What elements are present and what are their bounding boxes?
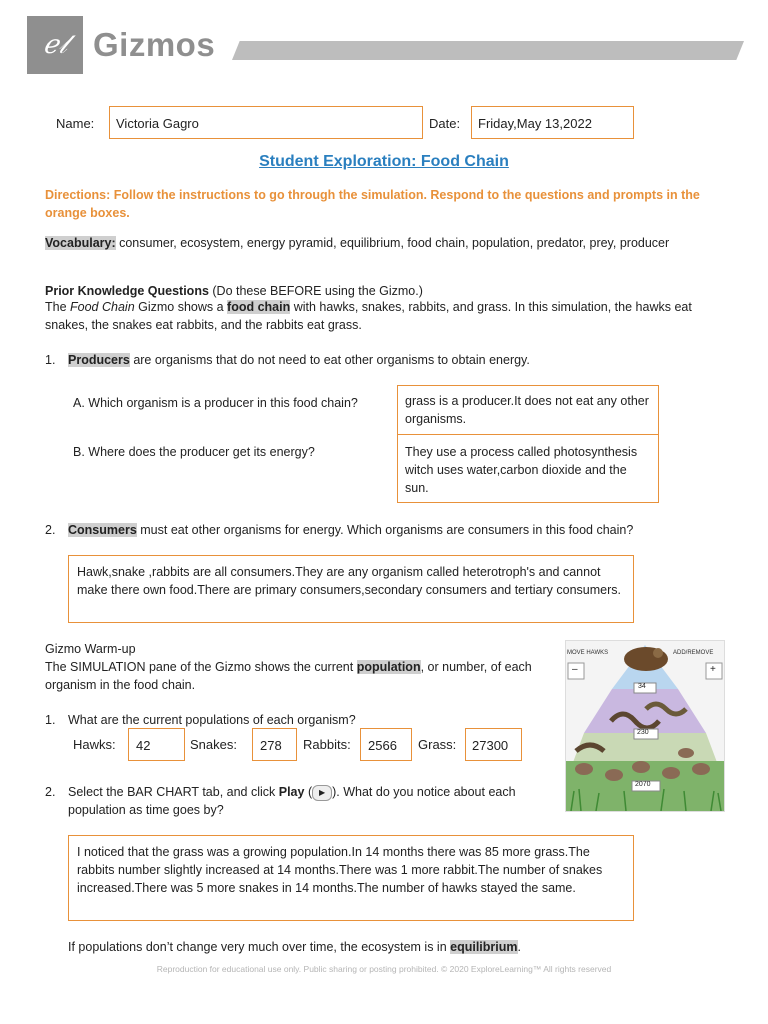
q2-answer-box[interactable] xyxy=(68,555,634,623)
grass-label: Grass: xyxy=(418,737,457,752)
warmup-q1-number: 1. xyxy=(45,713,56,727)
hawks-field[interactable] xyxy=(128,728,185,761)
snakes-value: 278 xyxy=(260,738,282,753)
pk-text-1: The xyxy=(45,300,71,314)
plus-button: + xyxy=(710,664,716,675)
q2-term: Consumers xyxy=(68,523,137,537)
q2-number: 2. xyxy=(45,523,56,537)
q2-text-c: ). What do you notice about each population as time goes by? xyxy=(68,785,516,817)
rabbit-count: 2070 xyxy=(635,781,651,788)
prior-knowledge-heading: Prior Knowledge Questions xyxy=(45,284,209,298)
q1a-answer-box[interactable] xyxy=(397,385,659,436)
logo-glyph: ℯ𝓁 xyxy=(42,29,68,60)
q1-body: are organisms that do not need to eat other organisms to obtain energy. xyxy=(129,353,530,367)
name-field[interactable] xyxy=(109,106,423,139)
directions: Directions: Follow the instructions to go through the simulation. Respond to the questions and prompts in the orange boxes. xyxy=(45,188,700,220)
warmup-q1-text: What are the current populations of each organism? xyxy=(68,713,356,727)
snakes-field[interactable] xyxy=(252,728,297,761)
grass-field[interactable] xyxy=(465,728,522,761)
brand-name: Gizmos xyxy=(93,26,216,63)
vocabulary xyxy=(45,234,725,252)
rabbits-field[interactable] xyxy=(360,728,412,761)
warmup-text-2: , or number, of each organism in the food chain. xyxy=(45,660,532,692)
page-title xyxy=(0,153,768,171)
rabbits-value: 2566 xyxy=(368,738,397,753)
q2-text xyxy=(68,521,728,539)
q1b-answer-box[interactable] xyxy=(397,434,659,503)
q1a-question: A. Which organism is a producer in this food chain? xyxy=(73,396,358,410)
vocabulary-text: consumer, ecosystem, energy pyramid, equilibrium, food chain, population, predator, prey, producer xyxy=(115,236,670,250)
date-label: Date: xyxy=(429,116,461,131)
closing-text-a: If populations don’t change very much over time, the ecosystem is in xyxy=(68,940,451,954)
hawks-label: Hawks: xyxy=(73,737,116,752)
q2-text-a: Select the BAR CHART tab, and click xyxy=(68,785,279,799)
warmup-text-1: The SIMULATION pane of the Gizmo shows the current xyxy=(45,660,357,674)
add-remove-label: ADD/REMOVE xyxy=(673,650,714,656)
rabbits-label: Rabbits: xyxy=(303,737,351,752)
snakes-label: Snakes: xyxy=(190,737,237,752)
closing-text-b: . xyxy=(517,940,521,954)
q1-number: 1. xyxy=(45,353,56,367)
q2-text-b: ( xyxy=(304,785,313,799)
pk-text-2: Gizmo shows a xyxy=(134,300,228,314)
q1-term: Producers xyxy=(68,353,130,367)
move-hawks-label: MOVE HAWKS xyxy=(567,650,609,656)
hawk-count: 34 xyxy=(638,683,646,690)
pk-text-3: with hawks, snakes, rabbits, and grass. In this simulation, the hawks eat snakes, the snakes eat rabbits, and the rabbits eat grass. xyxy=(45,300,692,332)
warmup-q2-text xyxy=(68,783,548,819)
play-icon: ▶ xyxy=(312,785,332,801)
date-value: Friday,May 13,2022 xyxy=(478,116,592,131)
grass-value: 27300 xyxy=(472,738,509,753)
date-field[interactable] xyxy=(471,106,634,139)
warmup-term-population: population xyxy=(356,660,421,674)
warmup-q2-number: 2. xyxy=(45,785,56,799)
header-bar xyxy=(232,41,744,60)
minus-button: – xyxy=(572,664,578,675)
prior-knowledge-note: (Do these BEFORE using the Gizmo.) xyxy=(208,284,423,298)
warmup-heading: Gizmo Warm-up xyxy=(45,642,136,656)
food-chain-gizmo-image xyxy=(565,640,725,812)
equilibrium-sentence xyxy=(68,938,708,956)
vocabulary-label: Vocabulary: xyxy=(45,236,116,250)
term-equilibrium: equilibrium xyxy=(450,940,518,954)
q1b-answer: They use a process called photosynthesis witch uses water,carbon dioxide and the sun. xyxy=(405,445,638,495)
prior-knowledge-paragraph xyxy=(45,298,725,334)
q1b-question: B. Where does the producer get its energy? xyxy=(73,445,315,459)
warmup-q2-answer: I noticed that the grass was a growing population.In 14 months there was 85 more grass.The rabbits number slightly increased at 14 months.There was 1 more rabbit.The number of snakes increased.There was 5 more snakes in 14 months.The number of hawks stayed the same. xyxy=(77,845,603,895)
hawks-value: 42 xyxy=(136,738,151,753)
q1-text xyxy=(68,351,718,369)
pk-gizmo-name: Food Chain xyxy=(70,300,135,314)
name-label: Name: xyxy=(56,116,95,131)
q2-answer: Hawk,snake ,rabbits are all consumers.They are any organism called heterotroph's and cannot make there own food.There are primary consumers,secondary consumers and tertiary consumers. xyxy=(77,565,621,597)
footer: Reproduction for educational use only. Public sharing or posting prohibited. © 2020 ExploreLearning™ All rights reserved xyxy=(156,964,612,974)
pk-term-food-chain: food chain xyxy=(227,300,291,314)
q2-play-word: Play xyxy=(278,785,305,799)
name-value: Victoria Gagro xyxy=(116,116,199,131)
warmup-q2-answer-box[interactable] xyxy=(68,835,634,921)
warmup-paragraph xyxy=(45,658,555,694)
q2-body: must eat other organisms for energy. Which organisms are consumers in this food chain? xyxy=(136,523,634,537)
explorelearning-logo xyxy=(27,16,83,74)
title-text: Student Exploration: Food Chain xyxy=(259,153,509,170)
q1a-answer: grass is a producer.It does not eat any other organisms. xyxy=(405,394,649,426)
snake-count: 230 xyxy=(637,729,649,736)
